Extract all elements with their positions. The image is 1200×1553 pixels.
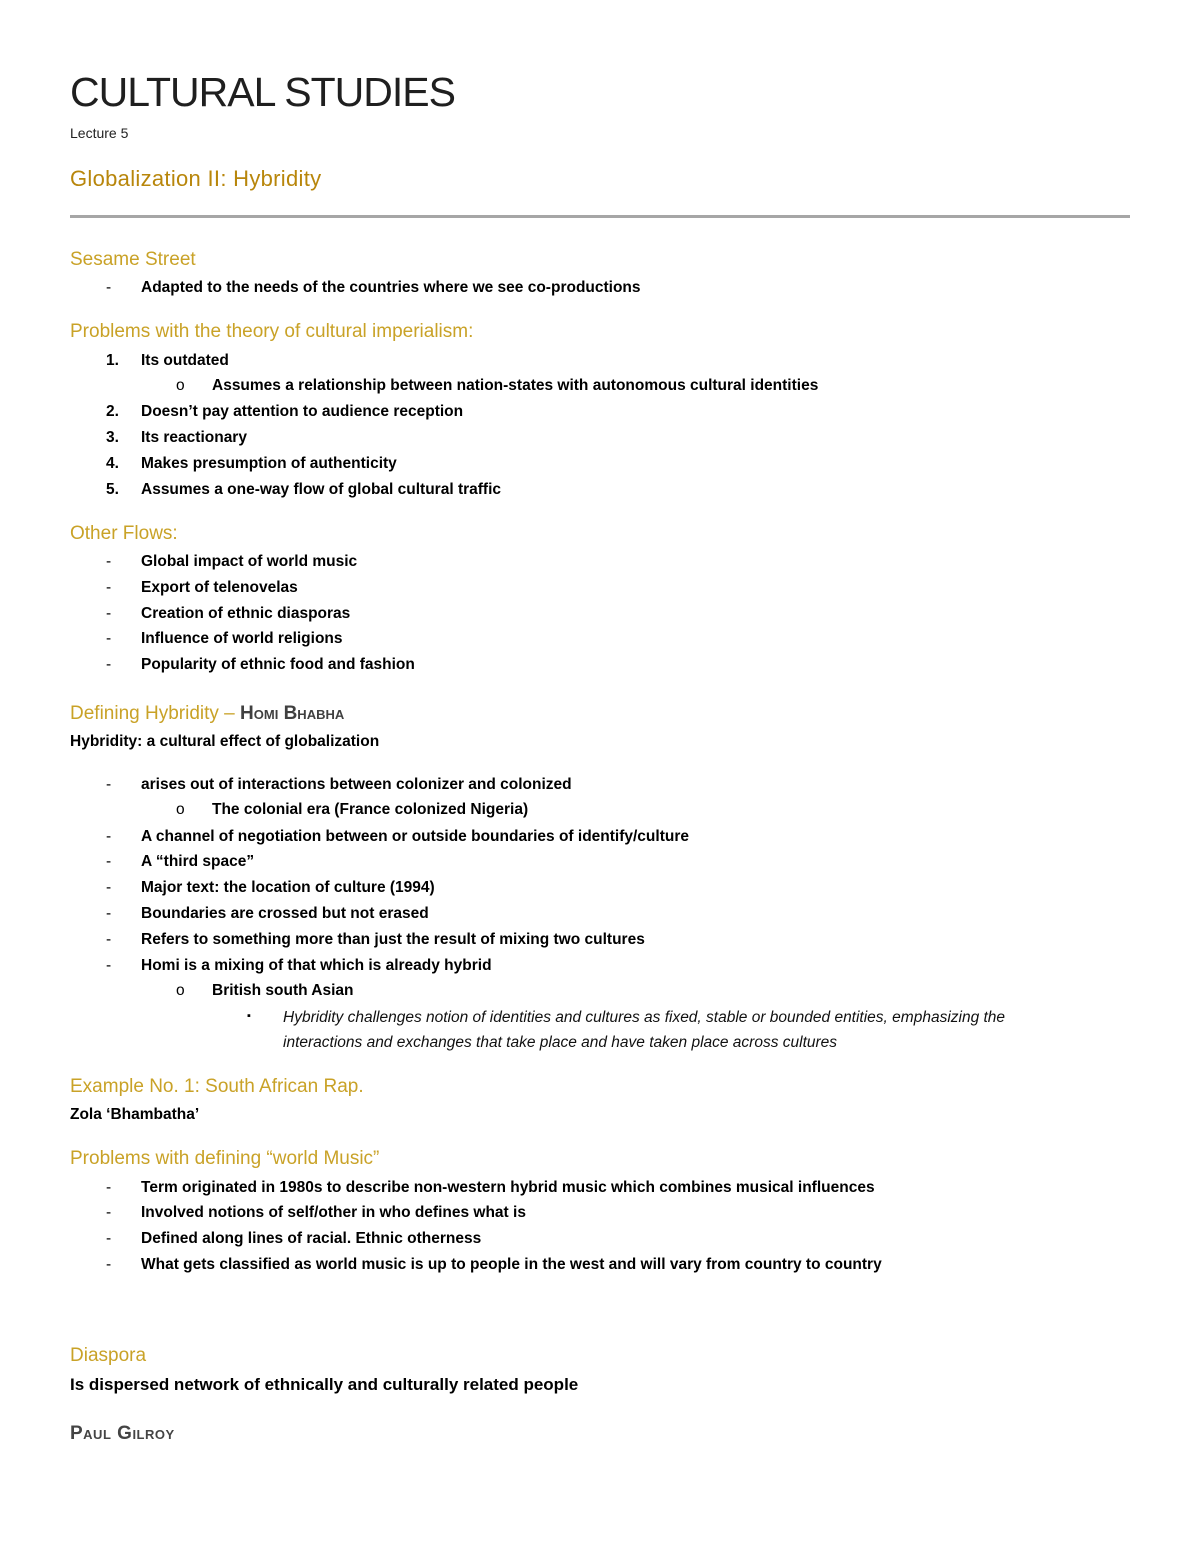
list-bullet-square: ▪ xyxy=(247,1010,251,1022)
list-dash: - xyxy=(106,776,112,793)
section-heading-example: Example No. 1: South African Rap. xyxy=(70,1076,364,1097)
list-dash: - xyxy=(106,853,112,870)
list-bullet-o: o xyxy=(176,982,185,999)
list-dash: - xyxy=(106,1230,112,1247)
list-item: A channel of negotiation between or outside boundaries of identify/culture xyxy=(141,828,689,845)
list-dash: - xyxy=(106,879,112,896)
list-dash: - xyxy=(106,828,112,845)
list-item: Global impact of world music xyxy=(141,553,358,570)
list-number: 2. xyxy=(106,403,119,420)
list-number: 3. xyxy=(106,429,119,446)
list-item: Boundaries are crossed but not erased xyxy=(141,905,429,922)
list-item: What gets classified as world music is up to people in the west and will vary from country to country xyxy=(141,1256,882,1273)
list-item: The colonial era (France colonized Nigeria) xyxy=(212,801,529,818)
list-dash: - xyxy=(106,579,112,596)
list-dash: - xyxy=(106,630,112,647)
list-dash: - xyxy=(106,279,112,296)
list-number: 4. xyxy=(106,455,119,472)
list-dash: - xyxy=(106,957,112,974)
list-dash: - xyxy=(106,656,112,673)
lecture-topic-heading: Globalization II: Hybridity xyxy=(70,166,322,191)
section-heading-diaspora: Diaspora xyxy=(70,1345,147,1366)
list-dash: - xyxy=(106,1256,112,1273)
list-item: Export of telenovelas xyxy=(141,579,298,596)
section-heading-sesame: Sesame Street xyxy=(70,249,196,270)
list-item: Makes presumption of authenticity xyxy=(141,455,397,472)
list-dash: - xyxy=(106,605,112,622)
heading-divider xyxy=(70,215,1130,218)
heading-text: Defining Hybridity – xyxy=(70,703,241,724)
section-heading-hybridity xyxy=(70,704,344,723)
list-dash: - xyxy=(106,905,112,922)
definition-text: Hybridity: a cultural effect of globalization xyxy=(70,733,380,750)
list-item-italic: Hybridity challenges notion of identities and cultures as fixed, stable or bounded entities, emphasizing the xyxy=(283,1009,1006,1026)
list-dash: - xyxy=(106,1204,112,1221)
example-text: Zola ‘Bhambatha’ xyxy=(70,1106,200,1123)
section-heading-flows: Other Flows: xyxy=(70,523,178,544)
list-item: Its outdated xyxy=(141,352,229,369)
list-bullet-o: o xyxy=(176,801,185,818)
author-name: Paul Gilroy xyxy=(70,1423,175,1444)
list-item: Assumes a relationship between nation-states with autonomous cultural identities xyxy=(212,377,819,394)
list-bullet-o: o xyxy=(176,377,185,394)
list-number: 1. xyxy=(106,352,119,369)
list-item: Refers to something more than just the result of mixing two cultures xyxy=(141,931,645,948)
list-item: Doesn’t pay attention to audience reception xyxy=(141,403,464,420)
list-item: A “third space” xyxy=(141,853,255,870)
list-dash: - xyxy=(106,553,112,570)
list-item: Popularity of ethnic food and fashion xyxy=(141,656,415,673)
lecture-label: Lecture 5 xyxy=(70,125,129,141)
author-name: Homi Bhabha xyxy=(240,703,345,724)
list-item-italic-continued: interactions and exchanges that take place and have taken place across cultures xyxy=(283,1034,838,1051)
diaspora-definition: Is dispersed network of ethnically and culturally related people xyxy=(70,1375,579,1394)
list-item: Major text: the location of culture (1994) xyxy=(141,879,435,896)
section-heading-problems: Problems with the theory of cultural imperialism: xyxy=(70,321,474,342)
list-item: Defined along lines of racial. Ethnic otherness xyxy=(141,1230,482,1247)
section-heading-world-music: Problems with defining “world Music” xyxy=(70,1148,380,1169)
list-item: Involved notions of self/other in who defines what is xyxy=(141,1204,526,1221)
list-item: Adapted to the needs of the countries where we see co-productions xyxy=(141,279,641,296)
list-item: Term originated in 1980s to describe non-western hybrid music which combines musical influences xyxy=(141,1179,875,1196)
list-item: Homi is a mixing of that which is already hybrid xyxy=(141,957,492,974)
list-item: British south Asian xyxy=(212,982,354,999)
list-number: 5. xyxy=(106,481,119,498)
list-dash: - xyxy=(106,1179,112,1196)
list-dash: - xyxy=(106,931,112,948)
list-item: Influence of world religions xyxy=(141,630,343,647)
document-title: CULTURAL STUDIES xyxy=(70,69,455,115)
list-item: Creation of ethnic diasporas xyxy=(141,605,351,622)
list-item: Its reactionary xyxy=(141,429,247,446)
list-item: Assumes a one-way flow of global cultural traffic xyxy=(141,481,502,498)
list-item: arises out of interactions between colonizer and colonized xyxy=(141,776,572,793)
